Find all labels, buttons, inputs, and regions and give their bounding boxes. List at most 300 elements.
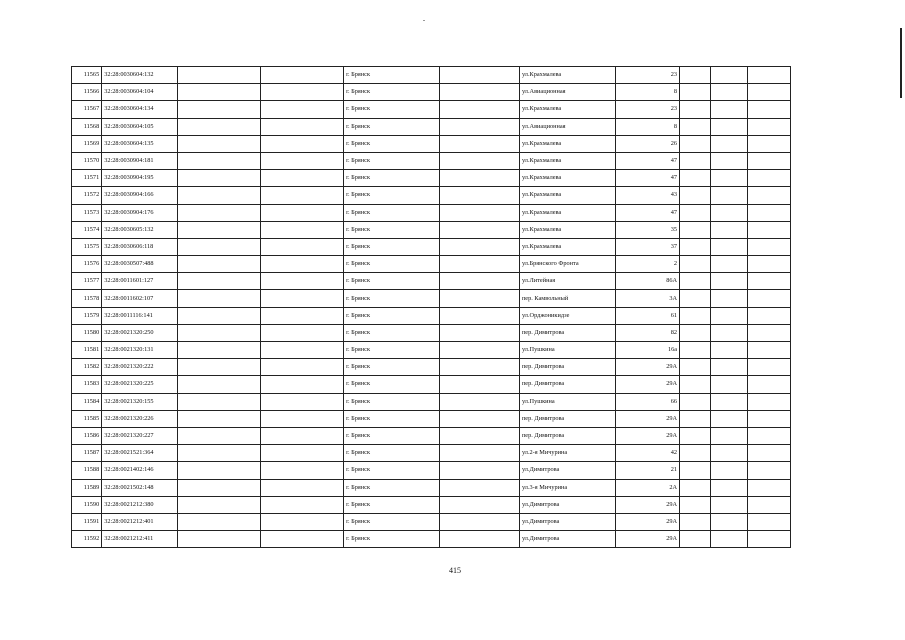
- row-number: 11581: [72, 342, 102, 359]
- empty-cell: [261, 67, 344, 84]
- row-number: 11579: [72, 307, 102, 324]
- city-cell: г. Брянск: [344, 84, 440, 101]
- empty-cell: [680, 393, 711, 410]
- city-cell: г. Брянск: [344, 479, 440, 496]
- table-row: [72, 376, 791, 393]
- empty-cell: [440, 187, 520, 204]
- house-number: 23: [616, 101, 680, 118]
- empty-cell: [711, 135, 748, 152]
- house-number: 29А: [616, 427, 680, 444]
- empty-cell: [440, 496, 520, 513]
- empty-cell: [178, 273, 261, 290]
- empty-cell: [748, 67, 791, 84]
- table-row: [72, 513, 791, 530]
- empty-cell: [178, 376, 261, 393]
- cadastral-number: 32:28:0021502:148: [102, 479, 178, 496]
- empty-cell: [748, 427, 791, 444]
- empty-cell: [680, 445, 711, 462]
- empty-cell: [261, 427, 344, 444]
- empty-cell: [178, 238, 261, 255]
- empty-cell: [748, 307, 791, 324]
- empty-cell: [748, 290, 791, 307]
- city-cell: г. Брянск: [344, 359, 440, 376]
- row-number: 11578: [72, 290, 102, 307]
- empty-cell: [178, 307, 261, 324]
- street-cell: ул.Димитрова: [519, 496, 615, 513]
- city-cell: г. Брянск: [344, 410, 440, 427]
- empty-cell: [680, 410, 711, 427]
- empty-cell: [748, 359, 791, 376]
- empty-cell: [178, 342, 261, 359]
- row-number: 11586: [72, 427, 102, 444]
- house-number: 29А: [616, 496, 680, 513]
- street-cell: ул.Авиационная: [519, 118, 615, 135]
- empty-cell: [711, 359, 748, 376]
- empty-cell: [261, 513, 344, 530]
- city-cell: г. Брянск: [344, 118, 440, 135]
- table-row: [72, 479, 791, 496]
- empty-cell: [748, 445, 791, 462]
- empty-cell: [261, 410, 344, 427]
- table-row: [72, 359, 791, 376]
- house-number: 82: [616, 324, 680, 341]
- empty-cell: [711, 531, 748, 548]
- table-row: [72, 496, 791, 513]
- empty-cell: [680, 376, 711, 393]
- cadastral-number: 32:28:0011601:127: [102, 273, 178, 290]
- street-cell: ул.Крахмалева: [519, 101, 615, 118]
- table-row: [72, 84, 791, 101]
- empty-cell: [261, 135, 344, 152]
- empty-cell: [680, 531, 711, 548]
- city-cell: г. Брянск: [344, 152, 440, 169]
- cadastral-number: 32:28:0021320:227: [102, 427, 178, 444]
- street-cell: ул.Крахмалева: [519, 187, 615, 204]
- empty-cell: [261, 342, 344, 359]
- cadastral-number: 32:28:0021320:131: [102, 342, 178, 359]
- cadastral-number: 32:28:0021320:250: [102, 324, 178, 341]
- empty-cell: [178, 67, 261, 84]
- empty-cell: [680, 342, 711, 359]
- row-number: 11574: [72, 221, 102, 238]
- empty-cell: [261, 376, 344, 393]
- cadastral-number: 32:28:0030904:166: [102, 187, 178, 204]
- row-number: 11592: [72, 531, 102, 548]
- empty-cell: [711, 187, 748, 204]
- empty-cell: [680, 101, 711, 118]
- cadastral-number: 32:28:0021521:364: [102, 445, 178, 462]
- row-number: 11570: [72, 152, 102, 169]
- empty-cell: [748, 101, 791, 118]
- cadastral-number: 32:28:0021402:146: [102, 462, 178, 479]
- street-cell: пер. Димитрова: [519, 359, 615, 376]
- street-cell: ул.Крахмалева: [519, 67, 615, 84]
- empty-cell: [261, 290, 344, 307]
- empty-cell: [178, 531, 261, 548]
- street-cell: ул.Брянского Фронта: [519, 256, 615, 273]
- table-row: [72, 427, 791, 444]
- row-number: 11585: [72, 410, 102, 427]
- empty-cell: [748, 410, 791, 427]
- empty-cell: [748, 135, 791, 152]
- table-row: [72, 170, 791, 187]
- empty-cell: [748, 152, 791, 169]
- row-number: 11565: [72, 67, 102, 84]
- city-cell: г. Брянск: [344, 531, 440, 548]
- empty-cell: [711, 170, 748, 187]
- empty-cell: [261, 496, 344, 513]
- table-row: [72, 393, 791, 410]
- empty-cell: [440, 135, 520, 152]
- empty-cell: [748, 221, 791, 238]
- empty-cell: [711, 152, 748, 169]
- street-cell: ул.Крахмалева: [519, 238, 615, 255]
- empty-cell: [748, 238, 791, 255]
- table-row: [72, 238, 791, 255]
- empty-cell: [748, 324, 791, 341]
- cadastral-number: 32:28:0030904:181: [102, 152, 178, 169]
- house-number: 66: [616, 393, 680, 410]
- cadastral-number: 32:28:0021212:380: [102, 496, 178, 513]
- city-cell: г. Брянск: [344, 513, 440, 530]
- city-cell: г. Брянск: [344, 342, 440, 359]
- cadastral-number: 32:28:0021320:225: [102, 376, 178, 393]
- cadastral-number: 32:28:0021320:222: [102, 359, 178, 376]
- empty-cell: [261, 462, 344, 479]
- empty-cell: [711, 307, 748, 324]
- empty-cell: [440, 513, 520, 530]
- empty-cell: [711, 462, 748, 479]
- street-cell: пер. Димитрова: [519, 410, 615, 427]
- empty-cell: [748, 531, 791, 548]
- empty-cell: [680, 462, 711, 479]
- empty-cell: [748, 513, 791, 530]
- city-cell: г. Брянск: [344, 393, 440, 410]
- table-row: [72, 445, 791, 462]
- empty-cell: [440, 410, 520, 427]
- house-number: 23: [616, 67, 680, 84]
- empty-cell: [261, 152, 344, 169]
- empty-cell: [261, 238, 344, 255]
- cadastral-number: 32:28:0021212:411: [102, 531, 178, 548]
- city-cell: г. Брянск: [344, 307, 440, 324]
- cadastral-number: 32:28:0030604:132: [102, 67, 178, 84]
- empty-cell: [440, 221, 520, 238]
- house-number: 42: [616, 445, 680, 462]
- table-row: [72, 118, 791, 135]
- empty-cell: [178, 256, 261, 273]
- row-number: 11575: [72, 238, 102, 255]
- empty-cell: [178, 496, 261, 513]
- row-number: 11584: [72, 393, 102, 410]
- empty-cell: [178, 513, 261, 530]
- city-cell: г. Брянск: [344, 170, 440, 187]
- empty-cell: [261, 393, 344, 410]
- row-number: 11568: [72, 118, 102, 135]
- empty-cell: [178, 170, 261, 187]
- empty-cell: [440, 445, 520, 462]
- table-row: [72, 67, 791, 84]
- house-number: 3А: [616, 290, 680, 307]
- house-number: 16а: [616, 342, 680, 359]
- empty-cell: [711, 393, 748, 410]
- city-cell: г. Брянск: [344, 67, 440, 84]
- street-cell: ул.Крахмалева: [519, 152, 615, 169]
- street-cell: ул.Крахмалева: [519, 204, 615, 221]
- cadastral-number: 32:28:0030604:135: [102, 135, 178, 152]
- empty-cell: [261, 187, 344, 204]
- empty-cell: [711, 84, 748, 101]
- empty-cell: [680, 238, 711, 255]
- table-row: [72, 307, 791, 324]
- city-cell: г. Брянск: [344, 204, 440, 221]
- empty-cell: [711, 101, 748, 118]
- empty-cell: [178, 410, 261, 427]
- empty-cell: [748, 342, 791, 359]
- empty-cell: [748, 393, 791, 410]
- empty-cell: [178, 101, 261, 118]
- house-number: 29А: [616, 513, 680, 530]
- house-number: 29А: [616, 531, 680, 548]
- empty-cell: [748, 273, 791, 290]
- table-row: [72, 324, 791, 341]
- empty-cell: [440, 359, 520, 376]
- house-number: 61: [616, 307, 680, 324]
- empty-cell: [440, 342, 520, 359]
- city-cell: г. Брянск: [344, 135, 440, 152]
- empty-cell: [680, 307, 711, 324]
- house-number: 29А: [616, 410, 680, 427]
- empty-cell: [711, 496, 748, 513]
- empty-cell: [261, 221, 344, 238]
- table-row: [72, 290, 791, 307]
- row-number: 11590: [72, 496, 102, 513]
- house-number: 21: [616, 462, 680, 479]
- empty-cell: [440, 479, 520, 496]
- empty-cell: [748, 187, 791, 204]
- empty-cell: [440, 531, 520, 548]
- row-number: 11582: [72, 359, 102, 376]
- house-number: 29А: [616, 359, 680, 376]
- street-cell: ул.Димитрова: [519, 462, 615, 479]
- city-cell: г. Брянск: [344, 376, 440, 393]
- empty-cell: [178, 118, 261, 135]
- empty-cell: [178, 290, 261, 307]
- street-cell: ул.Крахмалева: [519, 135, 615, 152]
- cadastral-number: 32:28:0011116:141: [102, 307, 178, 324]
- empty-cell: [748, 204, 791, 221]
- city-cell: г. Брянск: [344, 101, 440, 118]
- table-row: [72, 342, 791, 359]
- street-cell: ул.Крахмалева: [519, 170, 615, 187]
- empty-cell: [261, 170, 344, 187]
- empty-cell: [748, 118, 791, 135]
- empty-cell: [680, 479, 711, 496]
- city-cell: г. Брянск: [344, 221, 440, 238]
- cadastral-number: 32:28:0030605:132: [102, 221, 178, 238]
- row-number: 11588: [72, 462, 102, 479]
- street-cell: ул.Крахмалева: [519, 221, 615, 238]
- empty-cell: [680, 152, 711, 169]
- street-cell: пер. Димитрова: [519, 376, 615, 393]
- empty-cell: [680, 204, 711, 221]
- cadastral-number: 32:28:0030606:118: [102, 238, 178, 255]
- cadastral-number: 32:28:0030604:104: [102, 84, 178, 101]
- empty-cell: [680, 170, 711, 187]
- table-row: [72, 101, 791, 118]
- row-number: 11572: [72, 187, 102, 204]
- table-row: [72, 221, 791, 238]
- registry-table: [71, 66, 791, 548]
- empty-cell: [440, 393, 520, 410]
- table-row: [72, 187, 791, 204]
- city-cell: г. Брянск: [344, 324, 440, 341]
- empty-cell: [680, 187, 711, 204]
- empty-cell: [748, 496, 791, 513]
- empty-cell: [261, 118, 344, 135]
- empty-cell: [261, 204, 344, 221]
- page-edge-line: [900, 28, 902, 98]
- empty-cell: [178, 479, 261, 496]
- cadastral-number: 32:28:0030604:105: [102, 118, 178, 135]
- city-cell: г. Брянск: [344, 427, 440, 444]
- empty-cell: [178, 204, 261, 221]
- house-number: 43: [616, 187, 680, 204]
- empty-cell: [178, 324, 261, 341]
- empty-cell: [711, 256, 748, 273]
- city-cell: г. Брянск: [344, 238, 440, 255]
- row-number: 11566: [72, 84, 102, 101]
- empty-cell: [178, 84, 261, 101]
- empty-cell: [680, 290, 711, 307]
- cadastral-number: 32:28:0030507:488: [102, 256, 178, 273]
- empty-cell: [748, 84, 791, 101]
- empty-cell: [711, 273, 748, 290]
- table-body: [72, 67, 791, 548]
- row-number: 11587: [72, 445, 102, 462]
- house-number: 29А: [616, 376, 680, 393]
- empty-cell: [261, 324, 344, 341]
- cadastral-number: 32:28:0011602:107: [102, 290, 178, 307]
- empty-cell: [178, 427, 261, 444]
- cadastral-number: 32:28:0021320:155: [102, 393, 178, 410]
- cadastral-number: 32:28:0030904:176: [102, 204, 178, 221]
- empty-cell: [711, 427, 748, 444]
- street-cell: ул.Пушкина: [519, 342, 615, 359]
- empty-cell: [261, 101, 344, 118]
- row-number: 11573: [72, 204, 102, 221]
- empty-cell: [711, 204, 748, 221]
- empty-cell: [440, 256, 520, 273]
- table-row: [72, 273, 791, 290]
- empty-cell: [711, 238, 748, 255]
- empty-cell: [261, 273, 344, 290]
- empty-cell: [440, 152, 520, 169]
- empty-cell: [748, 170, 791, 187]
- street-cell: ул.Пушкина: [519, 393, 615, 410]
- empty-cell: [680, 324, 711, 341]
- page-number: 415: [449, 566, 461, 575]
- empty-cell: [680, 84, 711, 101]
- empty-cell: [261, 359, 344, 376]
- empty-cell: [680, 273, 711, 290]
- row-number: 11576: [72, 256, 102, 273]
- street-cell: пер. Димитрова: [519, 427, 615, 444]
- empty-cell: [711, 376, 748, 393]
- empty-cell: [440, 238, 520, 255]
- street-cell: ул.Авиационная: [519, 84, 615, 101]
- empty-cell: [440, 307, 520, 324]
- table-row: [72, 410, 791, 427]
- table-row: [72, 135, 791, 152]
- empty-cell: [680, 513, 711, 530]
- empty-cell: [711, 342, 748, 359]
- row-number: 11567: [72, 101, 102, 118]
- street-cell: ул.3-я Мичурина: [519, 479, 615, 496]
- empty-cell: [440, 204, 520, 221]
- empty-cell: [261, 84, 344, 101]
- empty-cell: [261, 531, 344, 548]
- empty-cell: [711, 290, 748, 307]
- empty-cell: [261, 445, 344, 462]
- house-number: 47: [616, 204, 680, 221]
- house-number: 47: [616, 170, 680, 187]
- empty-cell: [711, 410, 748, 427]
- street-cell: пер. Димитрова: [519, 324, 615, 341]
- street-cell: ул.Димитрова: [519, 513, 615, 530]
- empty-cell: [178, 152, 261, 169]
- empty-cell: [748, 479, 791, 496]
- row-number: 11591: [72, 513, 102, 530]
- empty-cell: [680, 118, 711, 135]
- empty-cell: [440, 84, 520, 101]
- empty-cell: [711, 221, 748, 238]
- empty-cell: [178, 393, 261, 410]
- row-number: 11580: [72, 324, 102, 341]
- row-number: 11569: [72, 135, 102, 152]
- empty-cell: [178, 462, 261, 479]
- empty-cell: [178, 359, 261, 376]
- table-row: [72, 204, 791, 221]
- empty-cell: [178, 187, 261, 204]
- house-number: 86А: [616, 273, 680, 290]
- house-number: 2А: [616, 479, 680, 496]
- empty-cell: [440, 290, 520, 307]
- empty-cell: [178, 445, 261, 462]
- street-cell: ул.Литейная: [519, 273, 615, 290]
- house-number: 8: [616, 118, 680, 135]
- row-number: 11571: [72, 170, 102, 187]
- empty-cell: [261, 256, 344, 273]
- empty-cell: [748, 462, 791, 479]
- city-cell: г. Брянск: [344, 496, 440, 513]
- empty-cell: [440, 118, 520, 135]
- empty-cell: [680, 359, 711, 376]
- street-cell: ул.2-я Мичурина: [519, 445, 615, 462]
- table-row: [72, 152, 791, 169]
- city-cell: г. Брянск: [344, 273, 440, 290]
- house-number: 8: [616, 84, 680, 101]
- cadastral-number: 32:28:0030904:195: [102, 170, 178, 187]
- city-cell: г. Брянск: [344, 256, 440, 273]
- row-number: 11577: [72, 273, 102, 290]
- house-number: 2: [616, 256, 680, 273]
- empty-cell: [440, 324, 520, 341]
- table-row: [72, 462, 791, 479]
- empty-cell: [261, 307, 344, 324]
- row-number: 11583: [72, 376, 102, 393]
- empty-cell: [178, 135, 261, 152]
